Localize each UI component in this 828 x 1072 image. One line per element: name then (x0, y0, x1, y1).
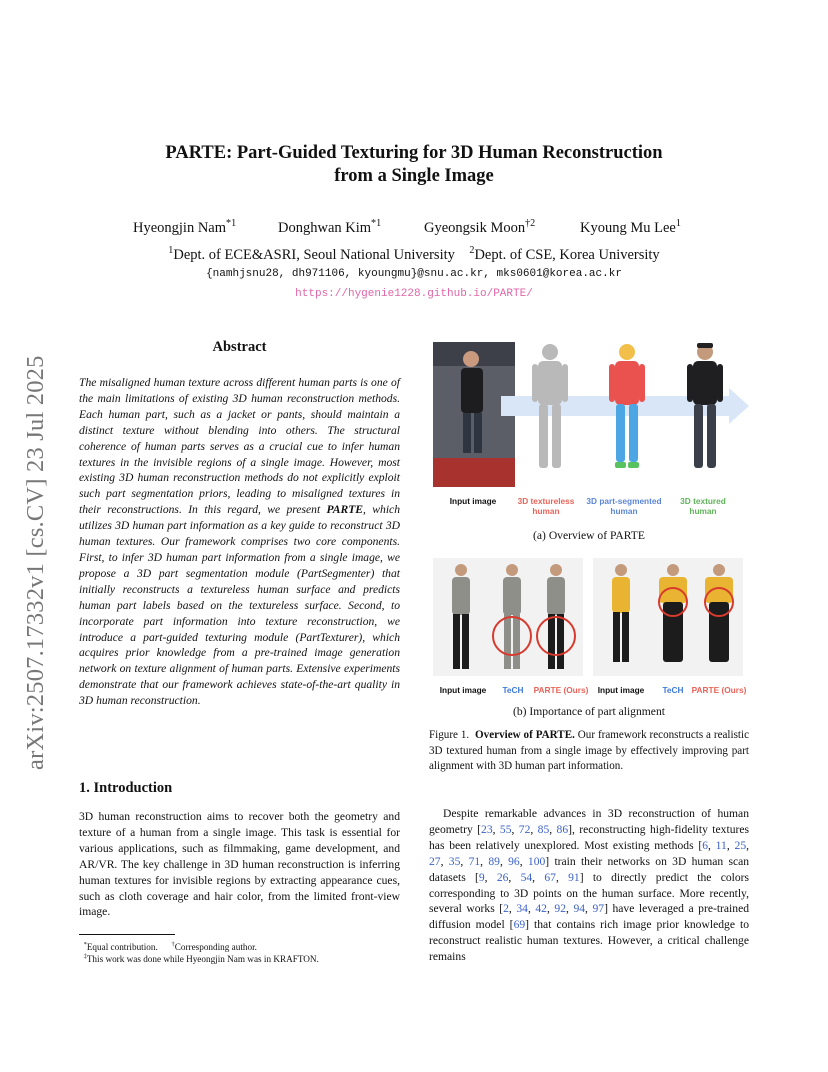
citation-link[interactable]: 54 (520, 870, 533, 884)
author-2: Donghwan Kim$^{*1}$ (278, 218, 382, 236)
body-text-span: , (511, 822, 519, 836)
abstract-text: The misaligned human texture across different human parts is one of the main limitations of existing 3D human reconstruction methods. Each human part, such as a jacket or pants, should maintain a distinct texture without blending into others. The structural coherence of human parts serves as a crucial cue to infer human textures in the invisible regions of a single image. However, most existing 3D human reconstruction methods do not explicitly exploit such part segmentation priors, leading to misaligned textures in their reconstructions. In this regard, we present PARTE, which utilizes 3D human part information as a key guide to reconstruct 3D human textures. Our framework comprises two core components. First, to infer 3D human part information from a single image, we propose a 3D part segmentation module (PartSegmenter) that initially reconstructs a textureless human surface and predicts human part labels based on the textureless surface. Second, to incorporate part information into texture reconstruction, we introduce a part-guided texturing module (PartTexturer), which acquires prior knowledge from a pre-trained image generation network on texture alignment of human parts. Extensive experiments demonstrate that our framework achieves state-of-the-art quality in 3D human reconstruction. (79, 376, 400, 708)
body-text-span: ] that contains rich image prior knowledge to reconstruct realistic human textures. However, a critical challenge remains (429, 918, 750, 964)
input-person-head (463, 351, 479, 367)
body-text-span: , (508, 870, 521, 884)
abstract-heading: Abstract (212, 339, 267, 355)
author-emails: {namhjsnu28, dh971106, kyoungmu}@snu.ac.kr, mks0601@korea.ac.kr (206, 268, 622, 280)
citation-link[interactable]: 6 (702, 838, 708, 852)
citation-link[interactable]: 25 (734, 838, 747, 852)
citation-link[interactable]: 97 (592, 902, 605, 916)
label-b-tech-1: TeCH (502, 685, 524, 695)
citation-link[interactable]: 72 (518, 822, 531, 836)
label-b-parte-2: PARTE (Ours) (691, 685, 747, 695)
title-line-2: from a Single Image (334, 166, 494, 186)
citation-link[interactable]: 89 (488, 854, 500, 868)
label-textureless-human: 3D textureless human (517, 496, 575, 516)
label-b-tech-2: TeCH (662, 685, 684, 695)
right-column-text (429, 806, 749, 965)
project-url-link[interactable]: https://hygenie1228.github.io/PARTE/ (295, 288, 533, 300)
citation-link[interactable]: 34 (516, 902, 528, 916)
footnote-line-1: *Equal contribution. †Corresponding author. (83, 941, 257, 953)
body-text-span: , (726, 838, 735, 852)
label-b-input-image-1: Input image (439, 685, 487, 695)
body-text-span: , (460, 854, 469, 868)
citation-link[interactable]: 85 (537, 822, 550, 836)
body-text-span: ], reconstructing high-fidelity textures has been relatively unexplored. Most existing methods [ (429, 822, 750, 852)
affiliation-1: Dept. of ECE&ASRI, Seoul National University (173, 246, 455, 263)
body-text-span: , (480, 854, 489, 868)
input-person-jacket (461, 368, 483, 413)
author-4: Kyoung Mu Lee$^1$ (580, 218, 681, 236)
body-text-span: , (508, 902, 517, 916)
citation-link[interactable]: 100 (527, 854, 546, 868)
section-heading-introduction: 1. Introduction (79, 780, 173, 796)
title-line-1: PARTE: Part-Guided Texturing for 3D Human Reconstruction (165, 143, 663, 163)
citation-link[interactable]: 94 (573, 902, 586, 916)
label-part-segmented-human: 3D part-segmented human (586, 496, 662, 516)
citation-link[interactable]: 27 (429, 854, 441, 868)
citation-link[interactable]: 55 (499, 822, 512, 836)
body-text-span: ] have leveraged a pre-trained diffusion model [ (429, 902, 750, 932)
arxiv-identifier: arXiv:2507.17332v1 [cs.CV] 23 Jul 2025 (22, 355, 49, 770)
body-text-span: , (484, 870, 497, 884)
paper-title (0, 142, 828, 188)
body-text-span: Despite remarkable advances in 3D reconstruction of human geometry [ (429, 807, 749, 836)
citation-link[interactable]: 9 (478, 870, 485, 884)
citation-link[interactable]: 69 (513, 918, 526, 932)
body-text-span: ] train their networks on 3D human scan datasets [ (429, 854, 750, 884)
body-text-span: , (519, 854, 528, 868)
body-text-span: , (566, 902, 574, 916)
body-text-span: ] to directly predict the colors corresponding to 3D points on the human surface. More recently, several works [ (429, 870, 750, 916)
introduction-text: 3D human reconstruction aims to recover both the geometry and texture of a human from a single image. This task is essential for various applications, such as filmmaking, game development, and AR/VR. The key challenge in 3D human reconstruction is inferring human textures for invisible regions by extracting appearance cues, such as cloth coverage and hair color, from the limited front-view image. (79, 810, 400, 919)
citation-link[interactable]: 96 (508, 854, 520, 868)
citation-link[interactable]: 92 (554, 902, 566, 916)
citation-link[interactable]: 86 (556, 822, 569, 836)
citation-link[interactable]: 71 (468, 854, 481, 868)
footnote-rule (79, 934, 175, 935)
body-text-span: , (585, 902, 593, 916)
body-text-span: , (527, 902, 536, 916)
body-text-span: , (530, 822, 538, 836)
body-text-span: , (549, 822, 557, 836)
citation-link[interactable]: 35 (448, 854, 461, 868)
figure-1b-graphic (429, 556, 751, 686)
affiliation-2: Dept. of CSE, Korea University (474, 246, 660, 263)
body-text-span: , (532, 870, 545, 884)
footnote-line-2: ‡This work was done while Hyeongjin Nam was in KRAFTON. (83, 953, 319, 965)
affiliations: $^1$Dept. of ECE&ASRI, Seoul National University $^2$Dept. of CSE, Korea University (168, 245, 660, 263)
citation-link[interactable]: 42 (535, 902, 547, 916)
author-1: Hyeongjin Nam$^{*1}$ (133, 218, 237, 236)
figure-1b-part-alignment (429, 556, 751, 702)
citation-link[interactable]: 91 (568, 870, 580, 884)
body-text-span: , (546, 902, 555, 916)
body-text-span: , (499, 854, 509, 868)
label-input-image: Input image (449, 496, 497, 506)
body-text-span: , (555, 870, 569, 884)
label-textured-human: 3D textured human (680, 496, 726, 516)
subcaption-a: (a) Overview of PARTE (533, 529, 645, 542)
label-b-parte-1: PARTE (Ours) (533, 685, 589, 695)
body-text-span: , (492, 822, 500, 836)
body-text-span: , (440, 854, 449, 868)
citation-link[interactable]: 67 (544, 870, 556, 884)
figure-1a-graphic (429, 338, 751, 520)
citation-link[interactable]: 26 (496, 870, 509, 884)
figure-1-caption: Figure 1. Overview of PARTE. Our framework reconstructs a realistic 3D textured human from a single image by effectively improving part alignment with 3D human part information. (429, 729, 750, 772)
citation-link[interactable]: 2 (503, 902, 509, 916)
label-b-input-image-2: Input image (597, 685, 645, 695)
body-text-span: , (708, 838, 716, 852)
yellow-parte-person (705, 564, 733, 662)
body-text-span: , (746, 838, 750, 852)
citation-link[interactable]: 23 (481, 822, 493, 836)
figure-1a-overview (429, 338, 751, 520)
subcaption-b: (b) Importance of part alignment (513, 705, 665, 718)
yellow-tech-person (659, 564, 687, 662)
author-3: Gyeongsik Moon$^{\dagger 2}$ (424, 218, 536, 236)
citation-link[interactable]: 11 (715, 838, 727, 852)
red-carpet (433, 458, 515, 487)
